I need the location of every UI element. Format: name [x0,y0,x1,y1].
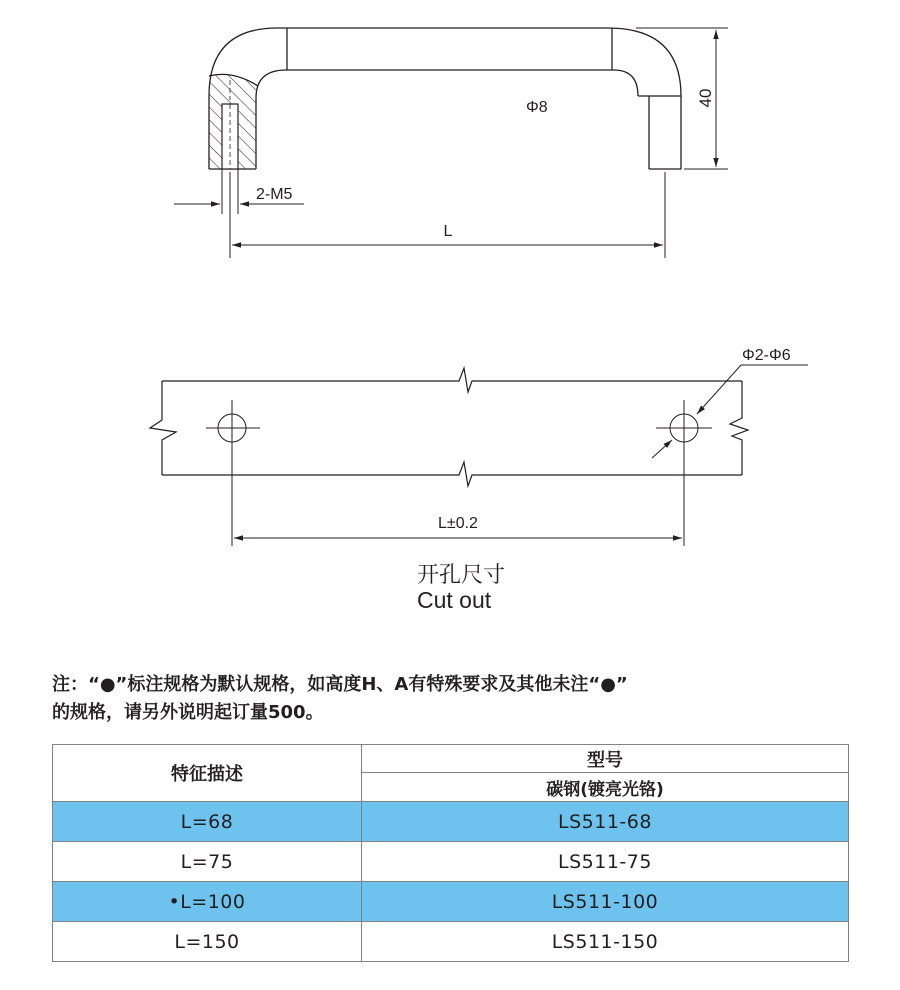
feature-cell: •L=100 [53,882,362,921]
feature-cell: L=68 [53,802,362,841]
length-dimension [230,172,665,258]
model-cell: LS511-150 [551,930,659,953]
height-label: 40 [696,88,715,108]
hole-label: Φ2-Φ6 [742,347,791,364]
table-row [53,801,848,841]
spec-table [52,744,849,962]
caption-en: Cut out [417,587,492,613]
feature-cell: L=75 [53,842,362,881]
model-cell: LS511-68 [558,810,652,833]
handle-side-view [209,28,681,169]
spacing-label: L±0.2 [438,515,478,532]
right-hole [656,400,712,546]
header-model: 型号 [362,745,848,773]
header-material: 碳钢(镀亮光铬) [546,779,664,800]
caption-cn: 开孔尺寸 [417,562,506,587]
note-line-2: 的规格，请另外说明起订量500。 [52,702,324,723]
panel-outline [150,368,748,486]
feature-cell: L=150 [53,922,362,961]
table-header [53,745,848,801]
left-hole [206,400,260,546]
model-cell: LS511-75 [558,850,652,873]
spec-note [52,671,852,727]
table-row [53,881,848,921]
table-row [53,921,848,961]
hole-leader [652,365,808,458]
note-line-1: 注：“●”标注规格为默认规格，如高度H、A有特殊要求及其他未注“●” [52,674,628,695]
table-row [53,841,848,881]
diameter-label: Φ8 [526,99,548,116]
model-cell: LS511-100 [551,890,659,913]
length-label: L [443,223,453,240]
header-feature: 特征描述 [53,745,362,801]
thread-label: 2-M5 [256,186,293,203]
